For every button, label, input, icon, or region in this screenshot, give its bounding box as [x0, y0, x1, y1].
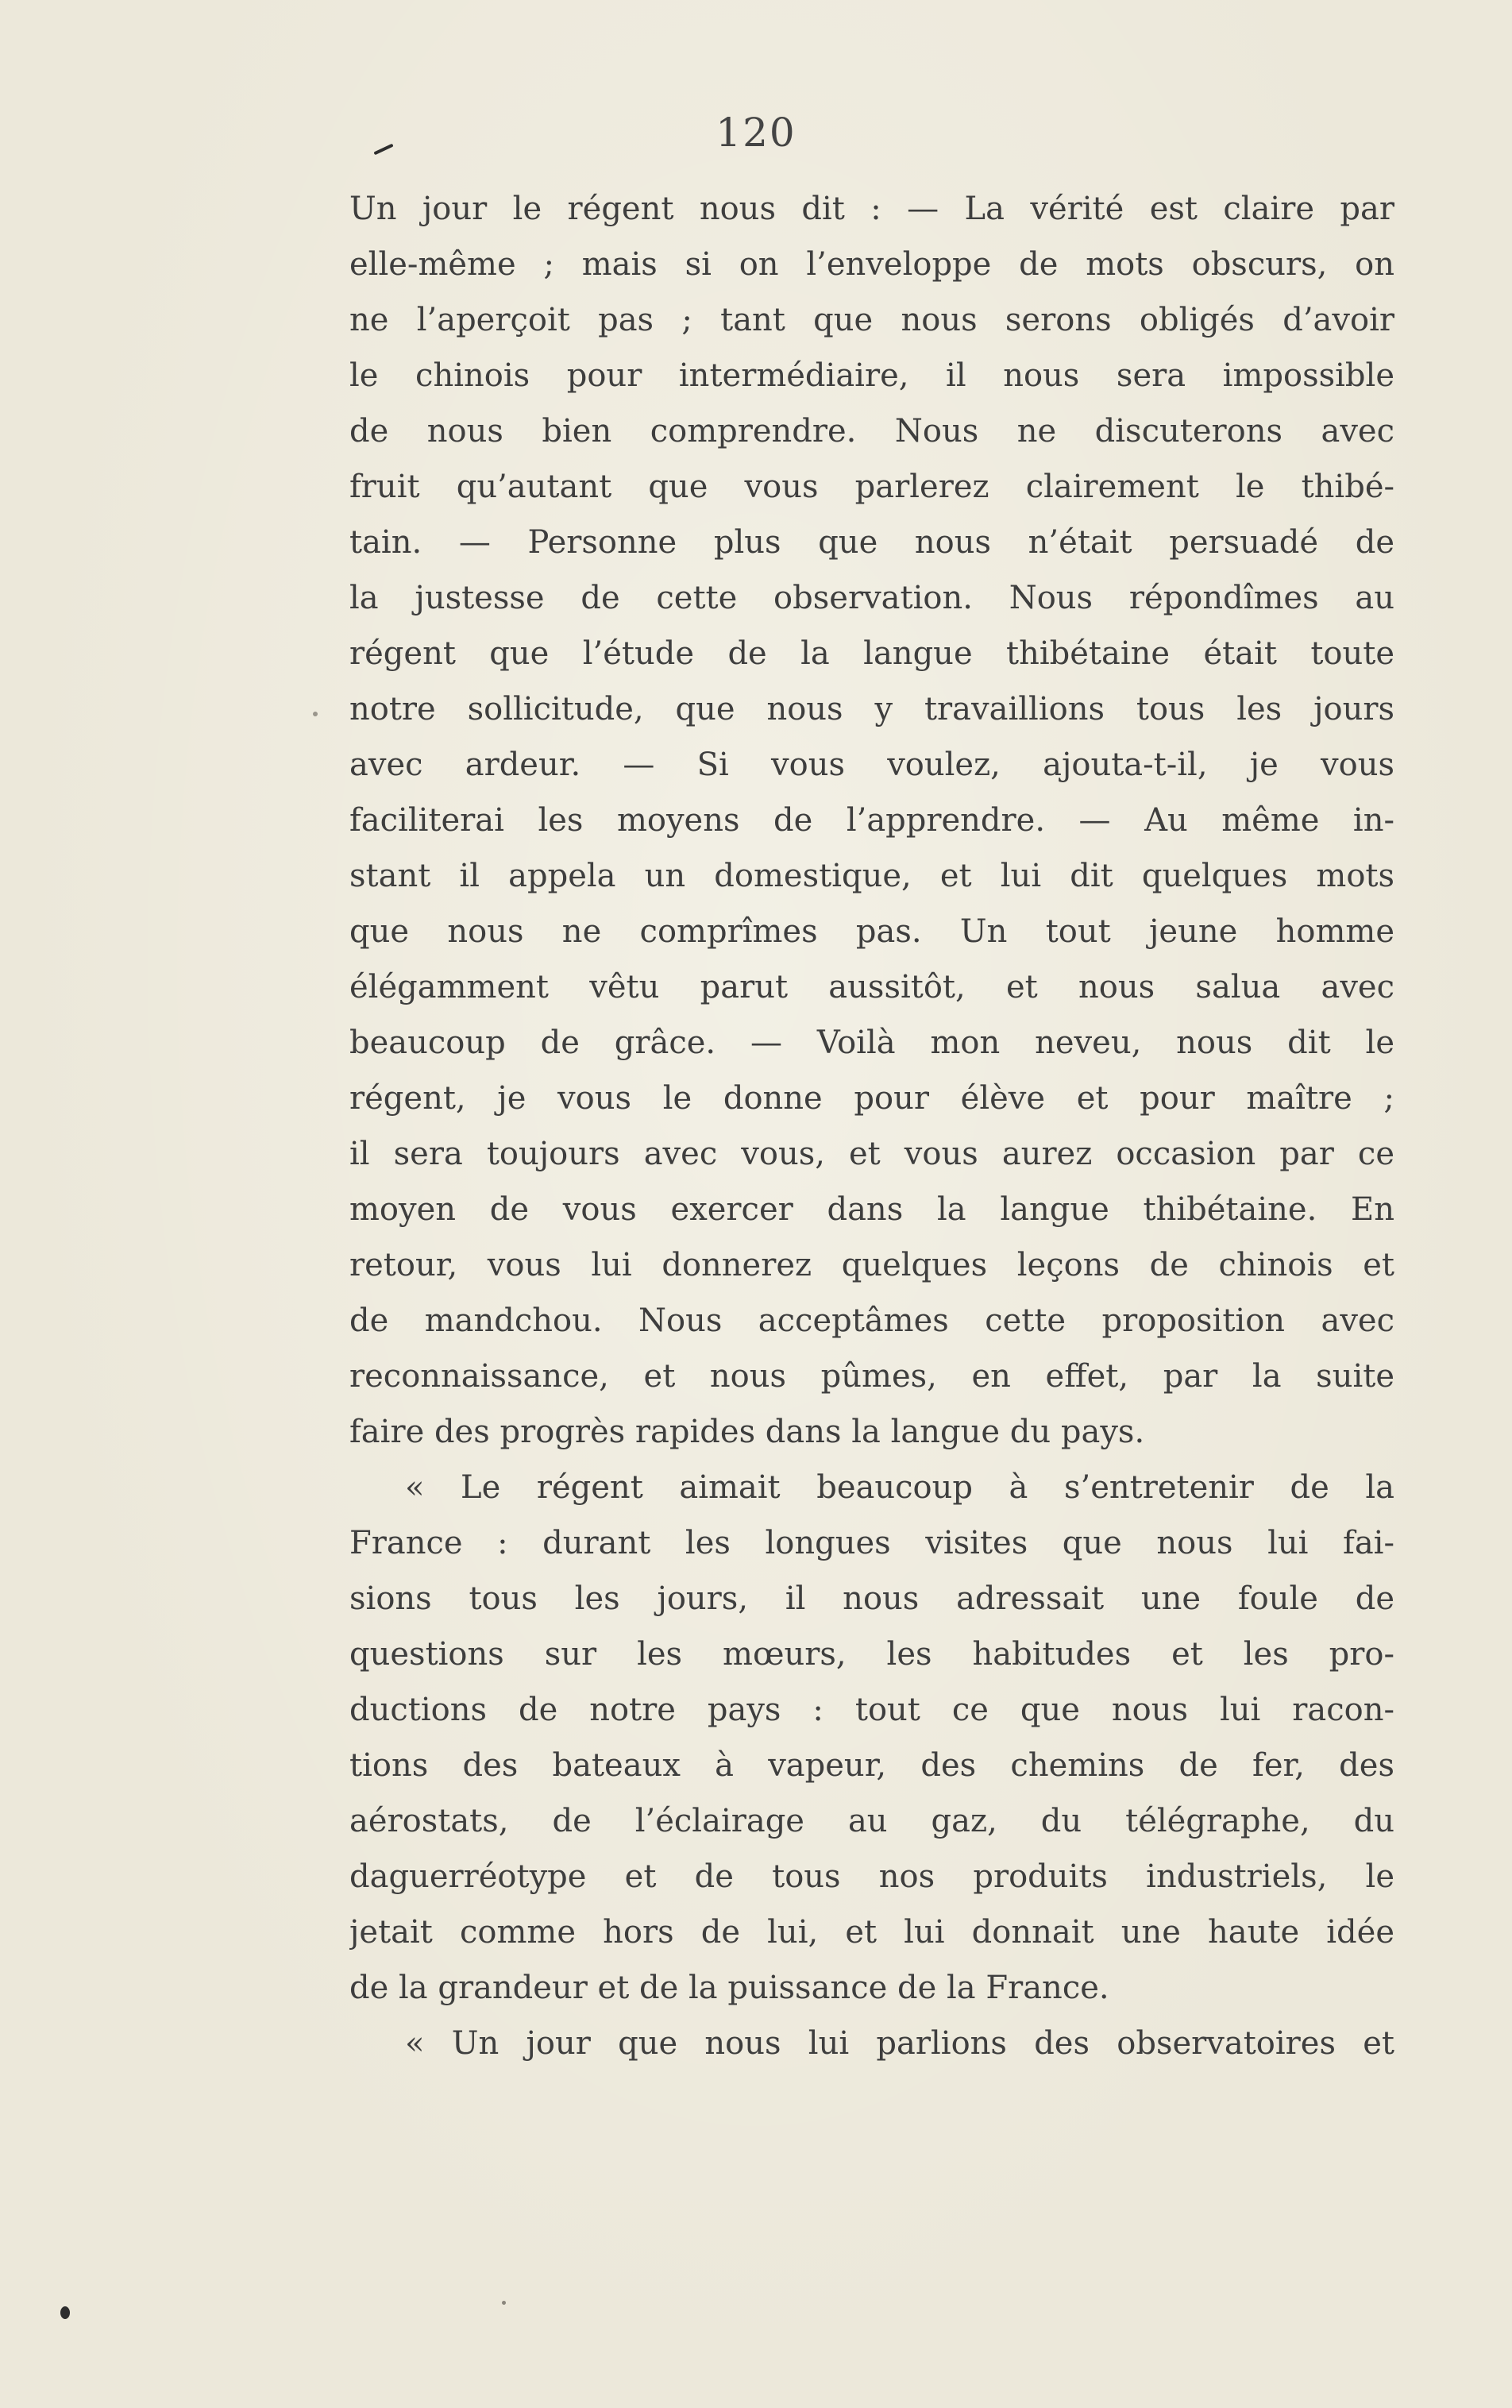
text-line: moyen de vous exercer dans la langue thibétaine. En	[349, 1191, 1394, 1228]
text-line: la justesse de cette observation. Nous répondîmes au	[349, 580, 1394, 616]
text-line: de la grandeur et de la puissance de la France.	[349, 1970, 1109, 2006]
text-line: tions des bateaux à vapeur, des chemins de fer, des	[349, 1747, 1394, 1784]
text-line: daguerréotype et de tous nos produits industriels, le	[349, 1858, 1394, 1895]
text-line: « Un jour que nous lui parlions des observatoires et	[405, 2025, 1394, 2062]
text-line: sions tous les jours, il nous adressait une foule de	[349, 1580, 1394, 1617]
text-line: reconnaissance, et nous pûmes, en effet, par la suite	[349, 1358, 1394, 1395]
text-line: faire des progrès rapides dans la langue du pays.	[349, 1414, 1145, 1450]
ink-speck	[502, 2301, 506, 2305]
ink-speck	[60, 2306, 70, 2319]
text-line: elle-même ; mais si on l’enveloppe de mots obscurs, on	[349, 246, 1394, 283]
text-line: France : durant les longues visites que nous lui fai-	[349, 1525, 1394, 1561]
text-line: le chinois pour intermédiaire, il nous sera impossible	[349, 357, 1394, 394]
text-line: aérostats, de l’éclairage au gaz, du télégraphe, du	[349, 1803, 1394, 1839]
text-line: régent que l’étude de la langue thibétaine était toute	[349, 635, 1394, 672]
text-line: avec ardeur. — Si vous voulez, ajouta-t-il, je vous	[349, 747, 1394, 783]
body-text	[349, 181, 1394, 2071]
text-line: notre sollicitude, que nous y travaillions tous les jours	[349, 691, 1394, 727]
text-line: retour, vous lui donnerez quelques leçons de chinois et	[349, 1247, 1394, 1283]
text-line: faciliterai les moyens de l’apprendre. — Au même in-	[349, 802, 1394, 839]
text-line: jetait comme hors de lui, et lui donnait une haute idée	[349, 1914, 1394, 1951]
text-line: il sera toujours avec vous, et vous aurez occasion par ce	[349, 1136, 1394, 1172]
text-line: beaucoup de grâce. — Voilà mon neveu, nous dit le	[349, 1025, 1394, 1061]
text-line: fruit qu’autant que vous parlerez clairement le thibé-	[349, 469, 1394, 505]
text-line: « Le régent aimait beaucoup à s’entretenir de la	[405, 1469, 1394, 1506]
text-line: régent, je vous le donne pour élève et pour maître ;	[349, 1080, 1394, 1117]
text-line: de mandchou. Nous acceptâmes cette proposition avec	[349, 1302, 1394, 1339]
text-line: Un jour le régent nous dit : — La vérité est claire par	[349, 191, 1394, 227]
text-line: de nous bien comprendre. Nous ne discuterons avec	[349, 413, 1394, 450]
text-line: questions sur les mœurs, les habitudes et les pro-	[349, 1636, 1394, 1673]
text-line: stant il appela un domestique, et lui dit quelques mots	[349, 858, 1394, 894]
text-line: ne l’aperçoit pas ; tant que nous serons obligés d’avoir	[349, 302, 1394, 338]
ink-speck	[313, 712, 318, 716]
page-number: 120	[716, 110, 796, 156]
text-line: élégamment vêtu parut aussitôt, et nous salua avec	[349, 969, 1394, 1005]
text-line: que nous ne comprîmes pas. Un tout jeune homme	[349, 913, 1394, 950]
text-line: tain. — Personne plus que nous n’était persuadé de	[349, 524, 1394, 561]
text-line: ductions de notre pays : tout ce que nous lui racon-	[349, 1692, 1394, 1728]
